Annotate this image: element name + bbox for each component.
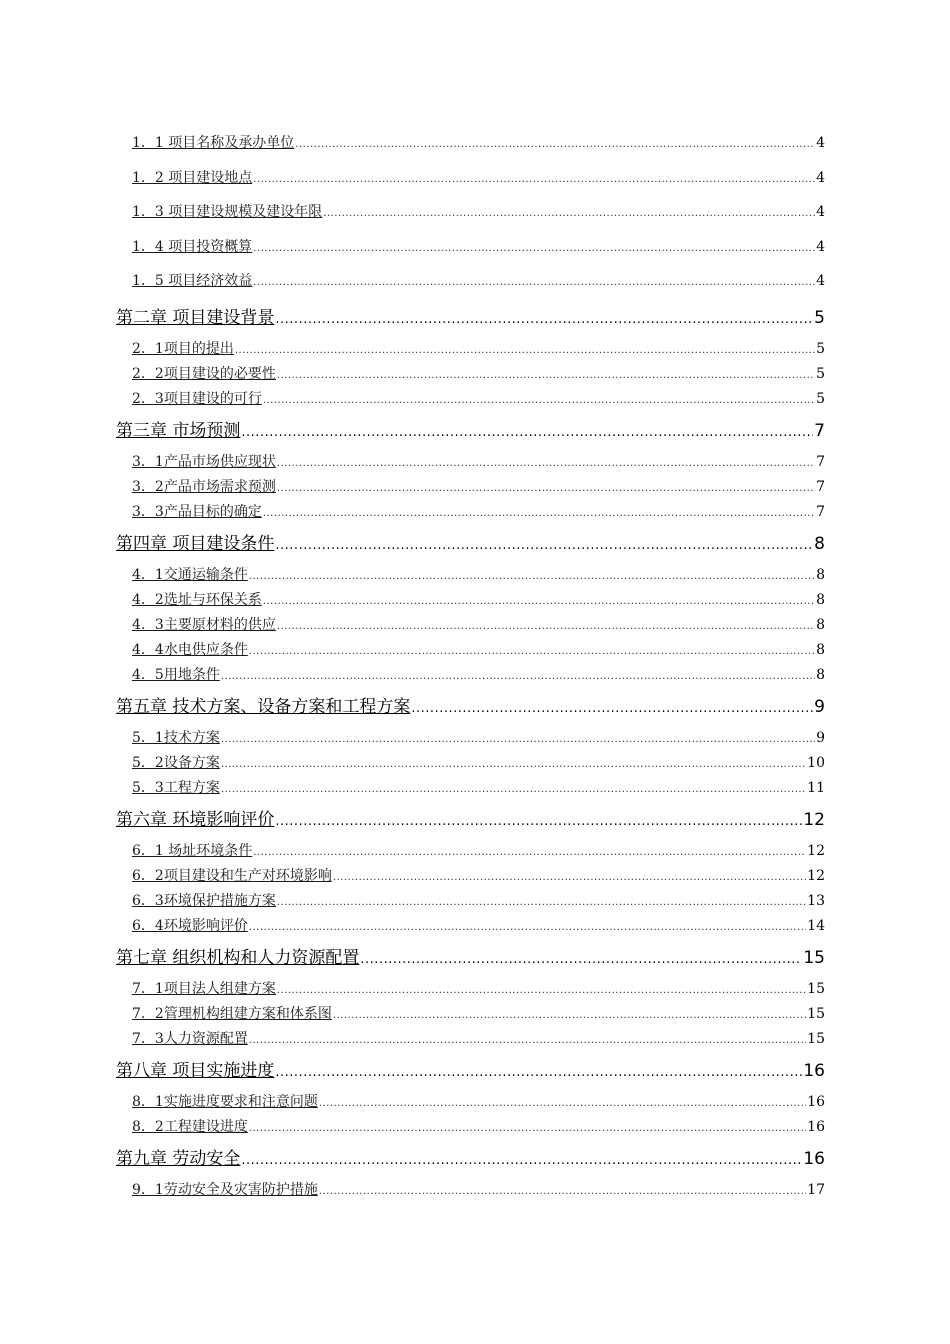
toc-section-link[interactable]: 7．2管理机构组建方案和体系图 [132, 1005, 332, 1022]
toc-page-number: 17 [807, 1181, 825, 1198]
toc-chapter-entry[interactable] [116, 305, 825, 331]
toc-dot-leader [275, 305, 813, 331]
toc-chapter-entry[interactable] [116, 945, 825, 971]
toc-page-number: 8 [816, 616, 825, 633]
toc-dot-leader [253, 161, 815, 196]
toc-page-number: 15 [807, 1030, 825, 1047]
toc-dot-leader [221, 776, 806, 801]
table-of-contents [116, 126, 825, 1203]
toc-section-entry[interactable] [116, 450, 825, 475]
toc-dot-leader [249, 1027, 806, 1052]
toc-section-link[interactable]: 8．1实施进度要求和注意问题 [132, 1093, 318, 1110]
toc-page-number: 8 [816, 566, 825, 583]
toc-dot-leader [319, 1178, 806, 1203]
toc-page-number: 10 [807, 754, 825, 771]
toc-section-link[interactable]: 4．3主要原材料的供应 [132, 616, 276, 633]
toc-section-link[interactable]: 5．3工程方案 [132, 779, 220, 796]
toc-section-link[interactable]: 4．2选址与环保关系 [132, 591, 262, 608]
toc-page-number: 8 [816, 666, 825, 683]
toc-chapter-entry[interactable] [116, 1058, 825, 1084]
toc-section-entry[interactable] [116, 1002, 825, 1027]
toc-dot-leader [253, 230, 815, 265]
toc-section-entry[interactable] [116, 264, 825, 299]
toc-chapter-link[interactable]: 第七章 组织机构和人力资源配置 [116, 947, 360, 968]
toc-section-entry[interactable] [116, 889, 825, 914]
toc-section-entry[interactable] [116, 588, 825, 613]
toc-section-link[interactable]: 1．2 项目建设地点 [132, 169, 253, 186]
toc-page-number: 7 [816, 453, 825, 470]
toc-section-link[interactable]: 3．3产品目标的确定 [132, 503, 262, 520]
toc-chapter-link[interactable]: 第四章 项目建设条件 [116, 533, 275, 554]
toc-page-number: 16 [807, 1093, 825, 1110]
toc-page-number: 16 [803, 1148, 825, 1169]
toc-chapter-link[interactable]: 第六章 环境影响评价 [116, 809, 275, 830]
toc-section-entry[interactable] [116, 638, 825, 663]
toc-section-entry[interactable] [116, 1027, 825, 1052]
toc-section-link[interactable]: 1．3 项目建设规模及建设年限 [132, 204, 323, 221]
toc-section-entry[interactable] [116, 500, 825, 525]
toc-section-link[interactable]: 3．2产品市场需求预测 [132, 478, 276, 495]
toc-chapter-link[interactable]: 第二章 项目建设背景 [116, 307, 275, 328]
toc-section-entry[interactable] [116, 195, 825, 230]
toc-page-number: 11 [807, 779, 825, 796]
toc-section-link[interactable]: 7．3人力资源配置 [132, 1030, 248, 1047]
toc-page-number: 4 [816, 169, 825, 186]
toc-dot-leader [253, 264, 815, 299]
toc-section-entry[interactable] [116, 1090, 825, 1115]
toc-dot-leader [295, 126, 815, 161]
toc-chapter-entry[interactable] [116, 807, 825, 833]
toc-page-number: 5 [816, 340, 825, 357]
toc-page-number: 4 [816, 135, 825, 151]
toc-page-number: 4 [816, 238, 825, 255]
toc-chapter-entry[interactable] [116, 694, 825, 720]
toc-dot-leader [249, 563, 815, 588]
toc-dot-leader [275, 531, 813, 557]
toc-dot-leader [221, 726, 815, 751]
toc-section-entry[interactable] [116, 126, 825, 161]
toc-dot-leader [253, 839, 806, 864]
toc-chapter-entry[interactable] [116, 418, 825, 444]
toc-dot-leader [360, 945, 802, 971]
toc-page-number: 8 [816, 591, 825, 608]
toc-section-entry[interactable] [116, 1178, 825, 1203]
toc-page-number: 12 [803, 809, 825, 830]
toc-page-number: 16 [807, 1118, 825, 1135]
toc-section-link[interactable]: 5．2设备方案 [132, 754, 220, 771]
toc-dot-leader [333, 1002, 806, 1027]
toc-chapter-entry[interactable] [116, 531, 825, 557]
toc-page-number: 5 [816, 365, 825, 382]
toc-section-link[interactable]: 4．1交通运输条件 [132, 566, 248, 583]
toc-section-entry[interactable] [116, 1115, 825, 1140]
toc-page-number: 8 [814, 533, 825, 554]
toc-section-link[interactable]: 6．1 场址环境条件 [132, 842, 253, 859]
toc-dot-leader [241, 418, 813, 444]
toc-section-entry[interactable] [116, 776, 825, 801]
toc-section-link[interactable]: 6．3环境保护措施方案 [132, 892, 276, 909]
toc-dot-leader [277, 613, 815, 638]
toc-dot-leader [277, 475, 815, 500]
toc-dot-leader [277, 450, 815, 475]
toc-section-entry[interactable] [116, 362, 825, 387]
toc-section-entry[interactable] [116, 914, 825, 939]
toc-dot-leader [241, 1146, 802, 1172]
toc-chapter-link[interactable]: 第八章 项目实施进度 [116, 1060, 275, 1081]
toc-section-link[interactable]: 9．1劳动安全及灾害防护措施 [132, 1181, 318, 1198]
toc-section-entry[interactable] [116, 613, 825, 638]
toc-page-number: 4 [816, 273, 825, 290]
toc-dot-leader [263, 387, 815, 412]
toc-page-number: 8 [816, 641, 825, 658]
toc-dot-leader [249, 638, 815, 663]
toc-section-link[interactable]: 6．2项目建设和生产对环境影响 [132, 867, 332, 884]
toc-section-entry[interactable] [116, 663, 825, 688]
toc-section-link[interactable]: 7．1项目法人组建方案 [132, 980, 276, 997]
toc-page-number: 9 [814, 696, 825, 717]
toc-section-link[interactable]: 6．4环境影响评价 [132, 917, 248, 934]
toc-dot-leader [249, 914, 806, 939]
toc-chapter-link[interactable]: 第九章 劳动安全 [116, 1148, 241, 1169]
toc-page-number: 7 [816, 503, 825, 520]
toc-section-link[interactable]: 4．4水电供应条件 [132, 641, 248, 658]
toc-dot-leader [333, 864, 806, 889]
toc-section-link[interactable]: 8．2工程建设进度 [132, 1118, 248, 1135]
toc-page-number: 12 [807, 867, 825, 884]
toc-page-number: 15 [807, 980, 825, 997]
toc-page-number: 13 [807, 892, 825, 909]
toc-chapter-link[interactable]: 第五章 技术方案、设备方案和工程方案 [116, 696, 411, 717]
toc-section-link[interactable]: 2．3项目建设的可行 [132, 390, 262, 407]
toc-section-entry[interactable] [116, 751, 825, 776]
toc-page-number: 14 [807, 917, 825, 934]
toc-dot-leader [249, 1115, 806, 1140]
toc-page-number: 15 [803, 947, 825, 968]
toc-page-number: 5 [814, 307, 825, 328]
toc-dot-leader [221, 751, 806, 776]
toc-page-number: 16 [803, 1060, 825, 1081]
toc-dot-leader [235, 337, 815, 362]
toc-section-link[interactable]: 2．2项目建设的必要性 [132, 365, 276, 382]
toc-section-entry[interactable] [116, 977, 825, 1002]
toc-section-entry[interactable] [116, 563, 825, 588]
toc-dot-leader [277, 889, 806, 914]
toc-section-link[interactable]: 1．4 项目投资概算 [132, 238, 253, 255]
toc-section-entry[interactable] [116, 839, 825, 864]
toc-dot-leader [275, 1058, 802, 1084]
toc-section-link[interactable]: 4．5用地条件 [132, 666, 220, 683]
toc-dot-leader [263, 500, 815, 525]
toc-dot-leader [319, 1090, 806, 1115]
toc-dot-leader [323, 195, 815, 230]
toc-page-number: 4 [816, 204, 825, 221]
toc-page-number: 12 [807, 842, 825, 859]
toc-page-number: 5 [816, 390, 825, 407]
toc-dot-leader [221, 663, 815, 688]
toc-section-entry[interactable] [116, 387, 825, 412]
toc-dot-leader [411, 694, 813, 720]
toc-section-entry[interactable] [116, 230, 825, 265]
toc-chapter-link[interactable]: 第三章 市场预测 [116, 420, 241, 441]
toc-page-number: 15 [807, 1005, 825, 1022]
toc-chapter-entry[interactable] [116, 1146, 825, 1172]
toc-section-entry[interactable] [116, 161, 825, 196]
toc-section-link[interactable]: 3．1产品市场供应现状 [132, 453, 276, 470]
toc-page-number: 9 [816, 729, 825, 746]
toc-page-number: 7 [814, 420, 825, 441]
toc-section-link[interactable]: 1．1 项目名称及承办单位 [132, 135, 295, 151]
toc-section-link[interactable]: 1．5 项目经济效益 [132, 273, 253, 290]
toc-section-entry[interactable] [116, 337, 825, 362]
toc-section-entry[interactable] [116, 726, 825, 751]
toc-dot-leader [277, 977, 806, 1002]
toc-page-number: 7 [816, 478, 825, 495]
toc-section-link[interactable]: 2．1项目的提出 [132, 340, 234, 357]
toc-dot-leader [277, 362, 815, 387]
toc-section-link[interactable]: 5．1技术方案 [132, 729, 220, 746]
toc-dot-leader [275, 807, 802, 833]
toc-section-entry[interactable] [116, 864, 825, 889]
toc-section-entry[interactable] [116, 475, 825, 500]
toc-dot-leader [263, 588, 815, 613]
